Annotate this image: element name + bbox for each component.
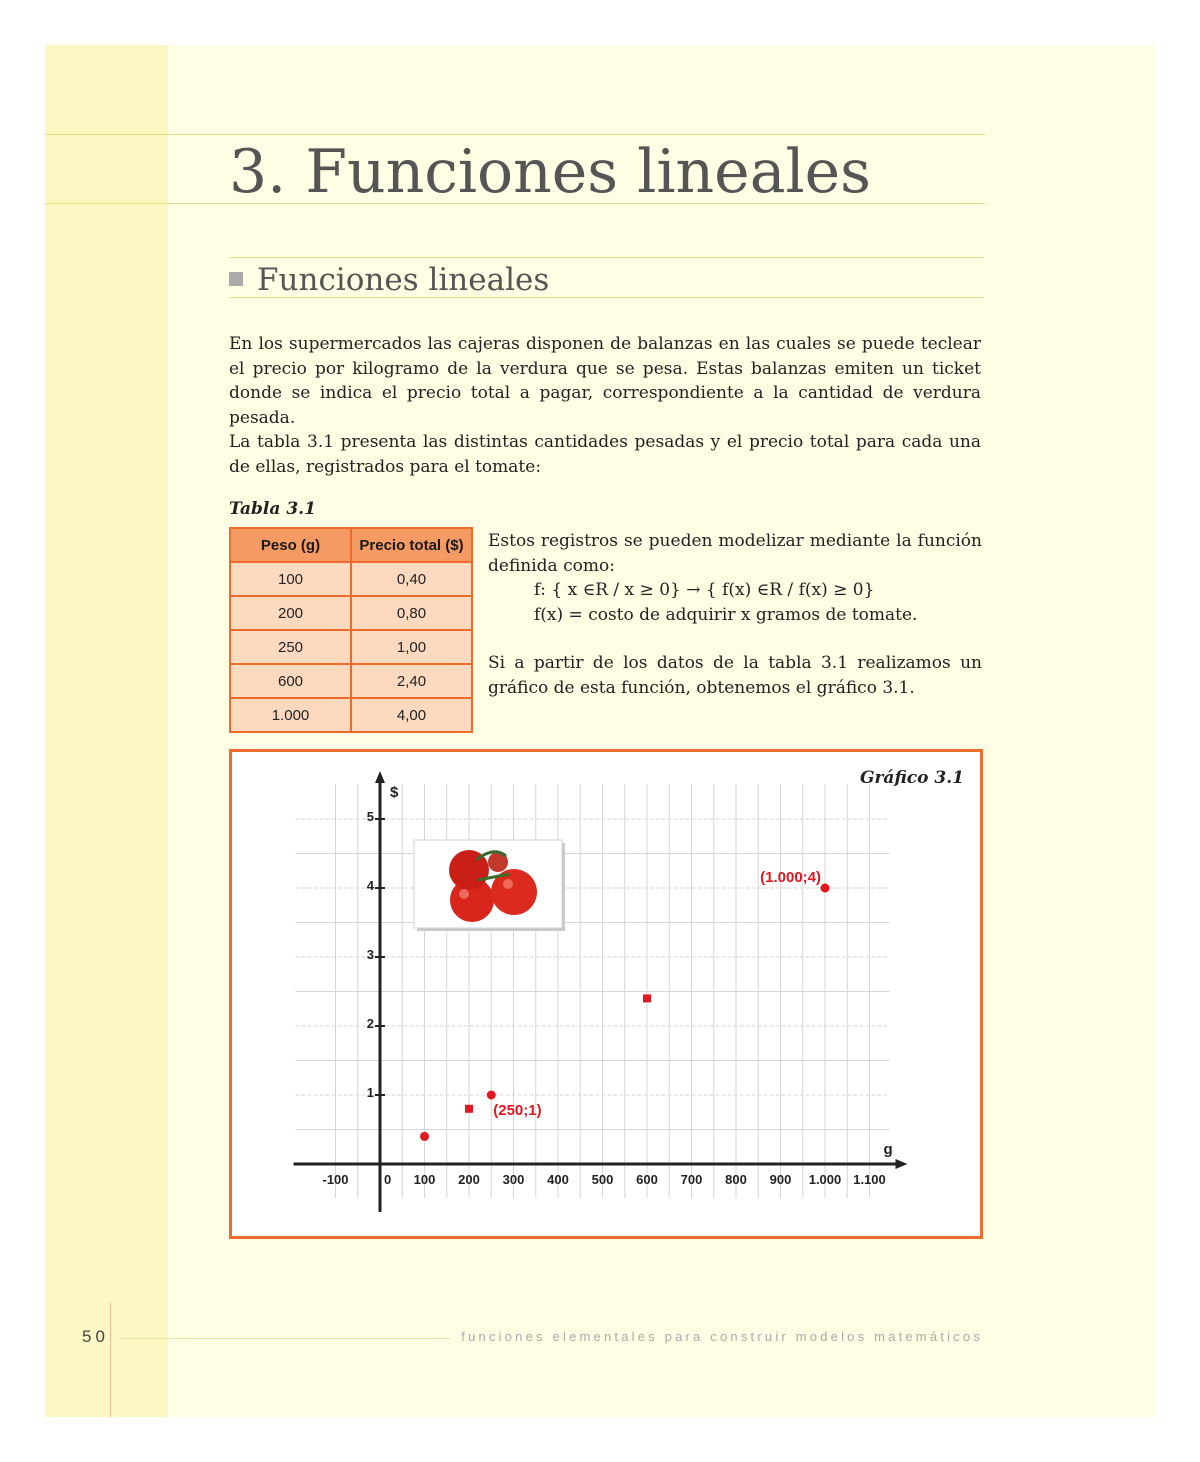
cell-price: 1,00 [351,630,472,664]
title-rule-top [45,134,985,135]
cell-price: 2,40 [351,664,472,698]
tomato-highlight [459,889,469,899]
table-row [230,664,472,698]
scatter-chart [232,752,980,1236]
header-price: Precio total ($) [351,528,472,562]
data-label: (250;1) [493,1102,542,1119]
paragraph-intro: En los supermercados las cajeras disponen de balanzas en las cuales se puede teclear el precio por kilogramo de la verdura que se pesa. Estas balanzas emiten un ticket donde se indica el precio total a pagar, correspondiente a la cantidad de verdura pesada. [229,334,981,428]
y-tick-label: 2 [366,1016,374,1031]
chapter-title: 3. Funciones lineales [229,137,871,207]
book-title: funciones elementales para construir modelos matemáticos [461,1329,983,1344]
x-tick-label: 500 [591,1172,614,1187]
footer-divider [110,1303,111,1417]
cell-weight: 200 [230,596,351,630]
table-row [230,698,472,732]
cell-price: 0,40 [351,562,472,596]
section-rule-top [229,257,984,258]
x-tick-label: 1.000 [808,1172,842,1187]
data-point [420,1132,429,1141]
x-tick-label: -100 [322,1172,349,1187]
cell-price: 4,00 [351,698,472,732]
y-axis-arrow-icon [375,771,385,783]
data-point [487,1091,496,1100]
x-tick-label: 800 [725,1172,747,1187]
table-row [230,596,472,630]
footer-rule [120,1338,450,1339]
left-margin-band [45,45,168,1417]
page [45,45,1155,1417]
model-intro: Estos registros se pueden modelizar mediante la función definida como: [488,531,982,576]
data-point [465,1105,473,1113]
data-point [821,884,830,893]
formula-domain: f: { x ∈R / x ≥ 0} → { f(x) ∈R / f(x) ≥ 0} [534,580,875,600]
x-tick-label: 100 [413,1172,436,1187]
section-title-text: Funciones lineales [257,262,550,298]
y-tick-label: 1 [366,1085,374,1100]
y-tick-label: 4 [366,878,374,893]
paragraph-table-intro: La tabla 3.1 presenta las distintas cantidades pesadas y el precio total para cada una de ellas, registrados para el tomate: [229,432,981,477]
x-tick-label: 1.100 [853,1172,886,1187]
x-tick-label: 200 [458,1172,480,1187]
spacer [488,627,982,651]
x-axis-arrow-icon [896,1159,908,1169]
y-tick-label: 5 [366,809,374,824]
section-title [229,262,549,298]
y-tick-label: 3 [366,947,374,962]
data-table [229,527,473,733]
table-header-row [230,528,472,562]
x-tick-label: 600 [636,1172,658,1187]
header-weight: Peso (g) [230,528,351,562]
table-row [230,630,472,664]
cell-price: 0,80 [351,596,472,630]
formula-definition: f(x) = costo de adquirir x gramos de tomate. [534,604,918,625]
page-number: 50 [82,1327,109,1346]
chart-frame [229,749,983,1239]
data-point [643,994,651,1002]
data-label: (1.000;4) [760,869,821,886]
x-tick-label: 900 [769,1172,792,1187]
cell-weight: 100 [230,562,351,596]
cell-weight: 250 [230,630,351,664]
x-tick-label: 300 [502,1172,525,1187]
y-axis-label: $ [390,784,399,801]
chart-caption: Gráfico 3.1 [859,768,964,788]
table-row [230,562,472,596]
square-bullet-icon [229,272,243,286]
cell-weight: 1.000 [230,698,351,732]
model-outro: Si a partir de los datos de la tabla 3.1 realizamos un gráfico de esta función, obtenemos el gráfico 3.1. [488,653,982,698]
x-tick-label: 0 [384,1172,392,1187]
x-axis-label: g [883,1141,893,1158]
model-description [488,529,982,700]
cell-weight: 600 [230,664,351,698]
x-tick-label: 400 [547,1172,569,1187]
table-caption: Tabla 3.1 [229,499,316,519]
tomato-highlight [503,879,513,889]
x-tick-label: 700 [680,1172,703,1187]
